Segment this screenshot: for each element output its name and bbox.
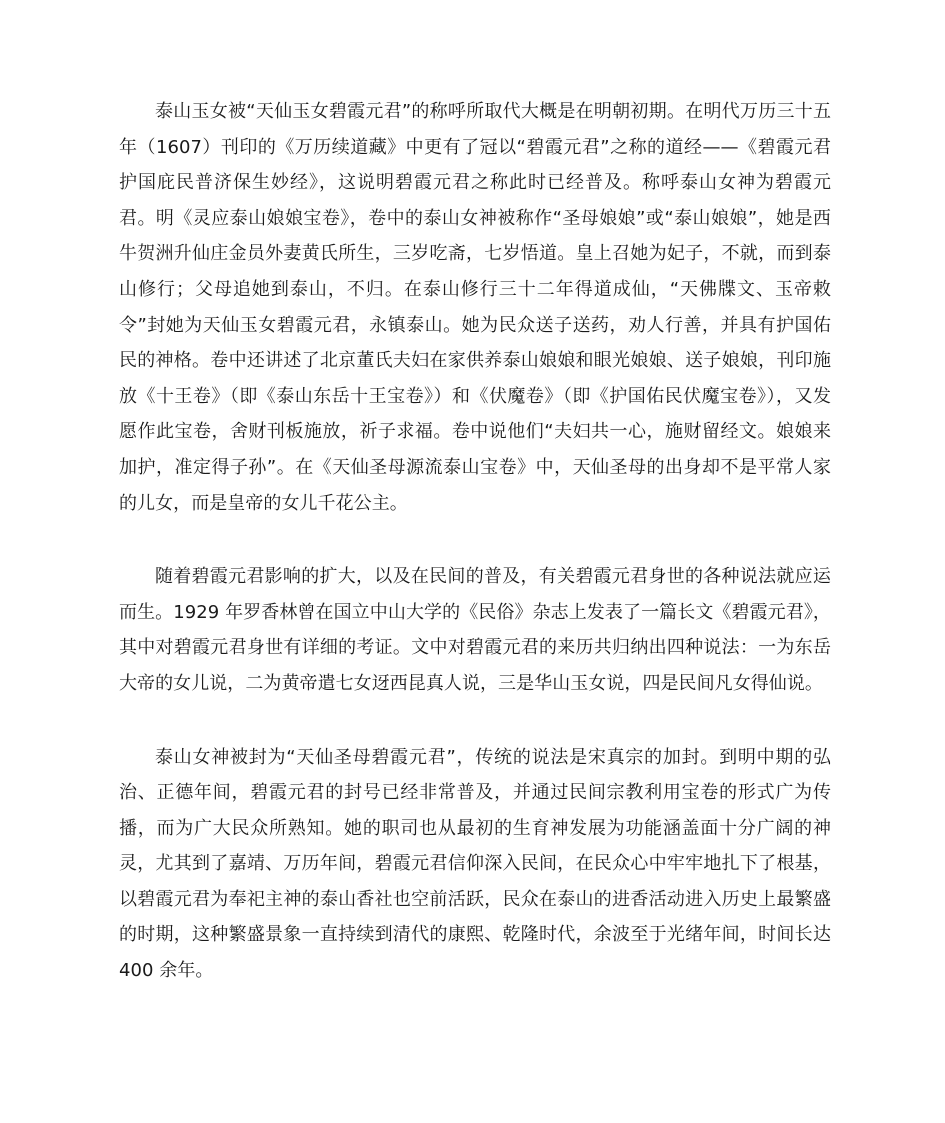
paragraph-3: 泰山女神被封为“天仙圣母碧霞元君”，传统的说法是宋真宗的加封。到明中期的弘治、正德年间，碧霞元君的封号已经非常普及，并通过民间宗教利用宝卷的形式广为传播，而为广大民众所熟知。她的职司也从最初的生育神发展为功能涵盖面十分广阔的神灵，尤其到了嘉靖、万历年间，碧霞元君信仰深入民间，在民众心中牢牢地扎下了根基，以碧霞元君为奉祀主神的泰山香社也空前活跃，民众在泰山的进香活动进入历史上最繁盛的时期，这种繁盛景象一直持续到清代的康熙、乾隆时代，余波至于光绪年间，时间长达 400 余年。 <box>119 746 831 982</box>
paragraph-2: 随着碧霞元君影响的扩大，以及在民间的普及，有关碧霞元君身世的各种说法就应运而生。1929 年罗香林曾在国立中山大学的《民俗》杂志上发表了一篇长文《碧霞元君》，其中对碧霞元君身世有详细的考证。文中对碧霞元君的来历共归纳出四种说法：一为东岳大帝的女儿说，二为黄帝遣七女迓西昆真人说，三是华山玉女说，四是民间凡女得仙说。 <box>119 566 831 694</box>
paragraph-1: 泰山玉女被“天仙玉女碧霞元君”的称呼所取代大概是在明朝初期。在明代万历三十五年（1607）刊印的《万历续道藏》中更有了冠以“碧霞元君”之称的道经——《碧霞元君护国庇民普济保生妙经》，这说明碧霞元君之称此时已经普及。称呼泰山女神为碧霞元君。明《灵应泰山娘娘宝卷》，卷中的泰山女神被称作“圣母娘娘”或“泰山娘娘”，她是西牛贺洲升仙庄金员外妻黄氏所生，三岁吃斋，七岁悟道。皇上召她为妃子，不就，而到泰山修行；父母追她到泰山，不归。在泰山修行三十二年得道成仙，“天佛牒文、玉帝敕令”封她为天仙玉女碧霞元君，永镇泰山。她为民众送子送药，劝人行善，并具有护国佑民的神格。卷中还讲述了北京董氏夫妇在家供养泰山娘娘和眼光娘娘、送子娘娘，刊印施放《十王卷》（即《泰山东岳十王宝卷》）和《伏魔卷》（即《护国佑民伏魔宝卷》），又发愿作此宝卷，舍财刊板施放，祈子求福。卷中说他们“夫妇共一心，施财留经文。娘娘来加护，准定得子孙”。在《天仙圣母源流泰山宝卷》中，天仙圣母的出身却不是平常人家的儿女，而是皇帝的女儿千花公主。 <box>119 101 831 514</box>
document-body <box>119 94 831 989</box>
